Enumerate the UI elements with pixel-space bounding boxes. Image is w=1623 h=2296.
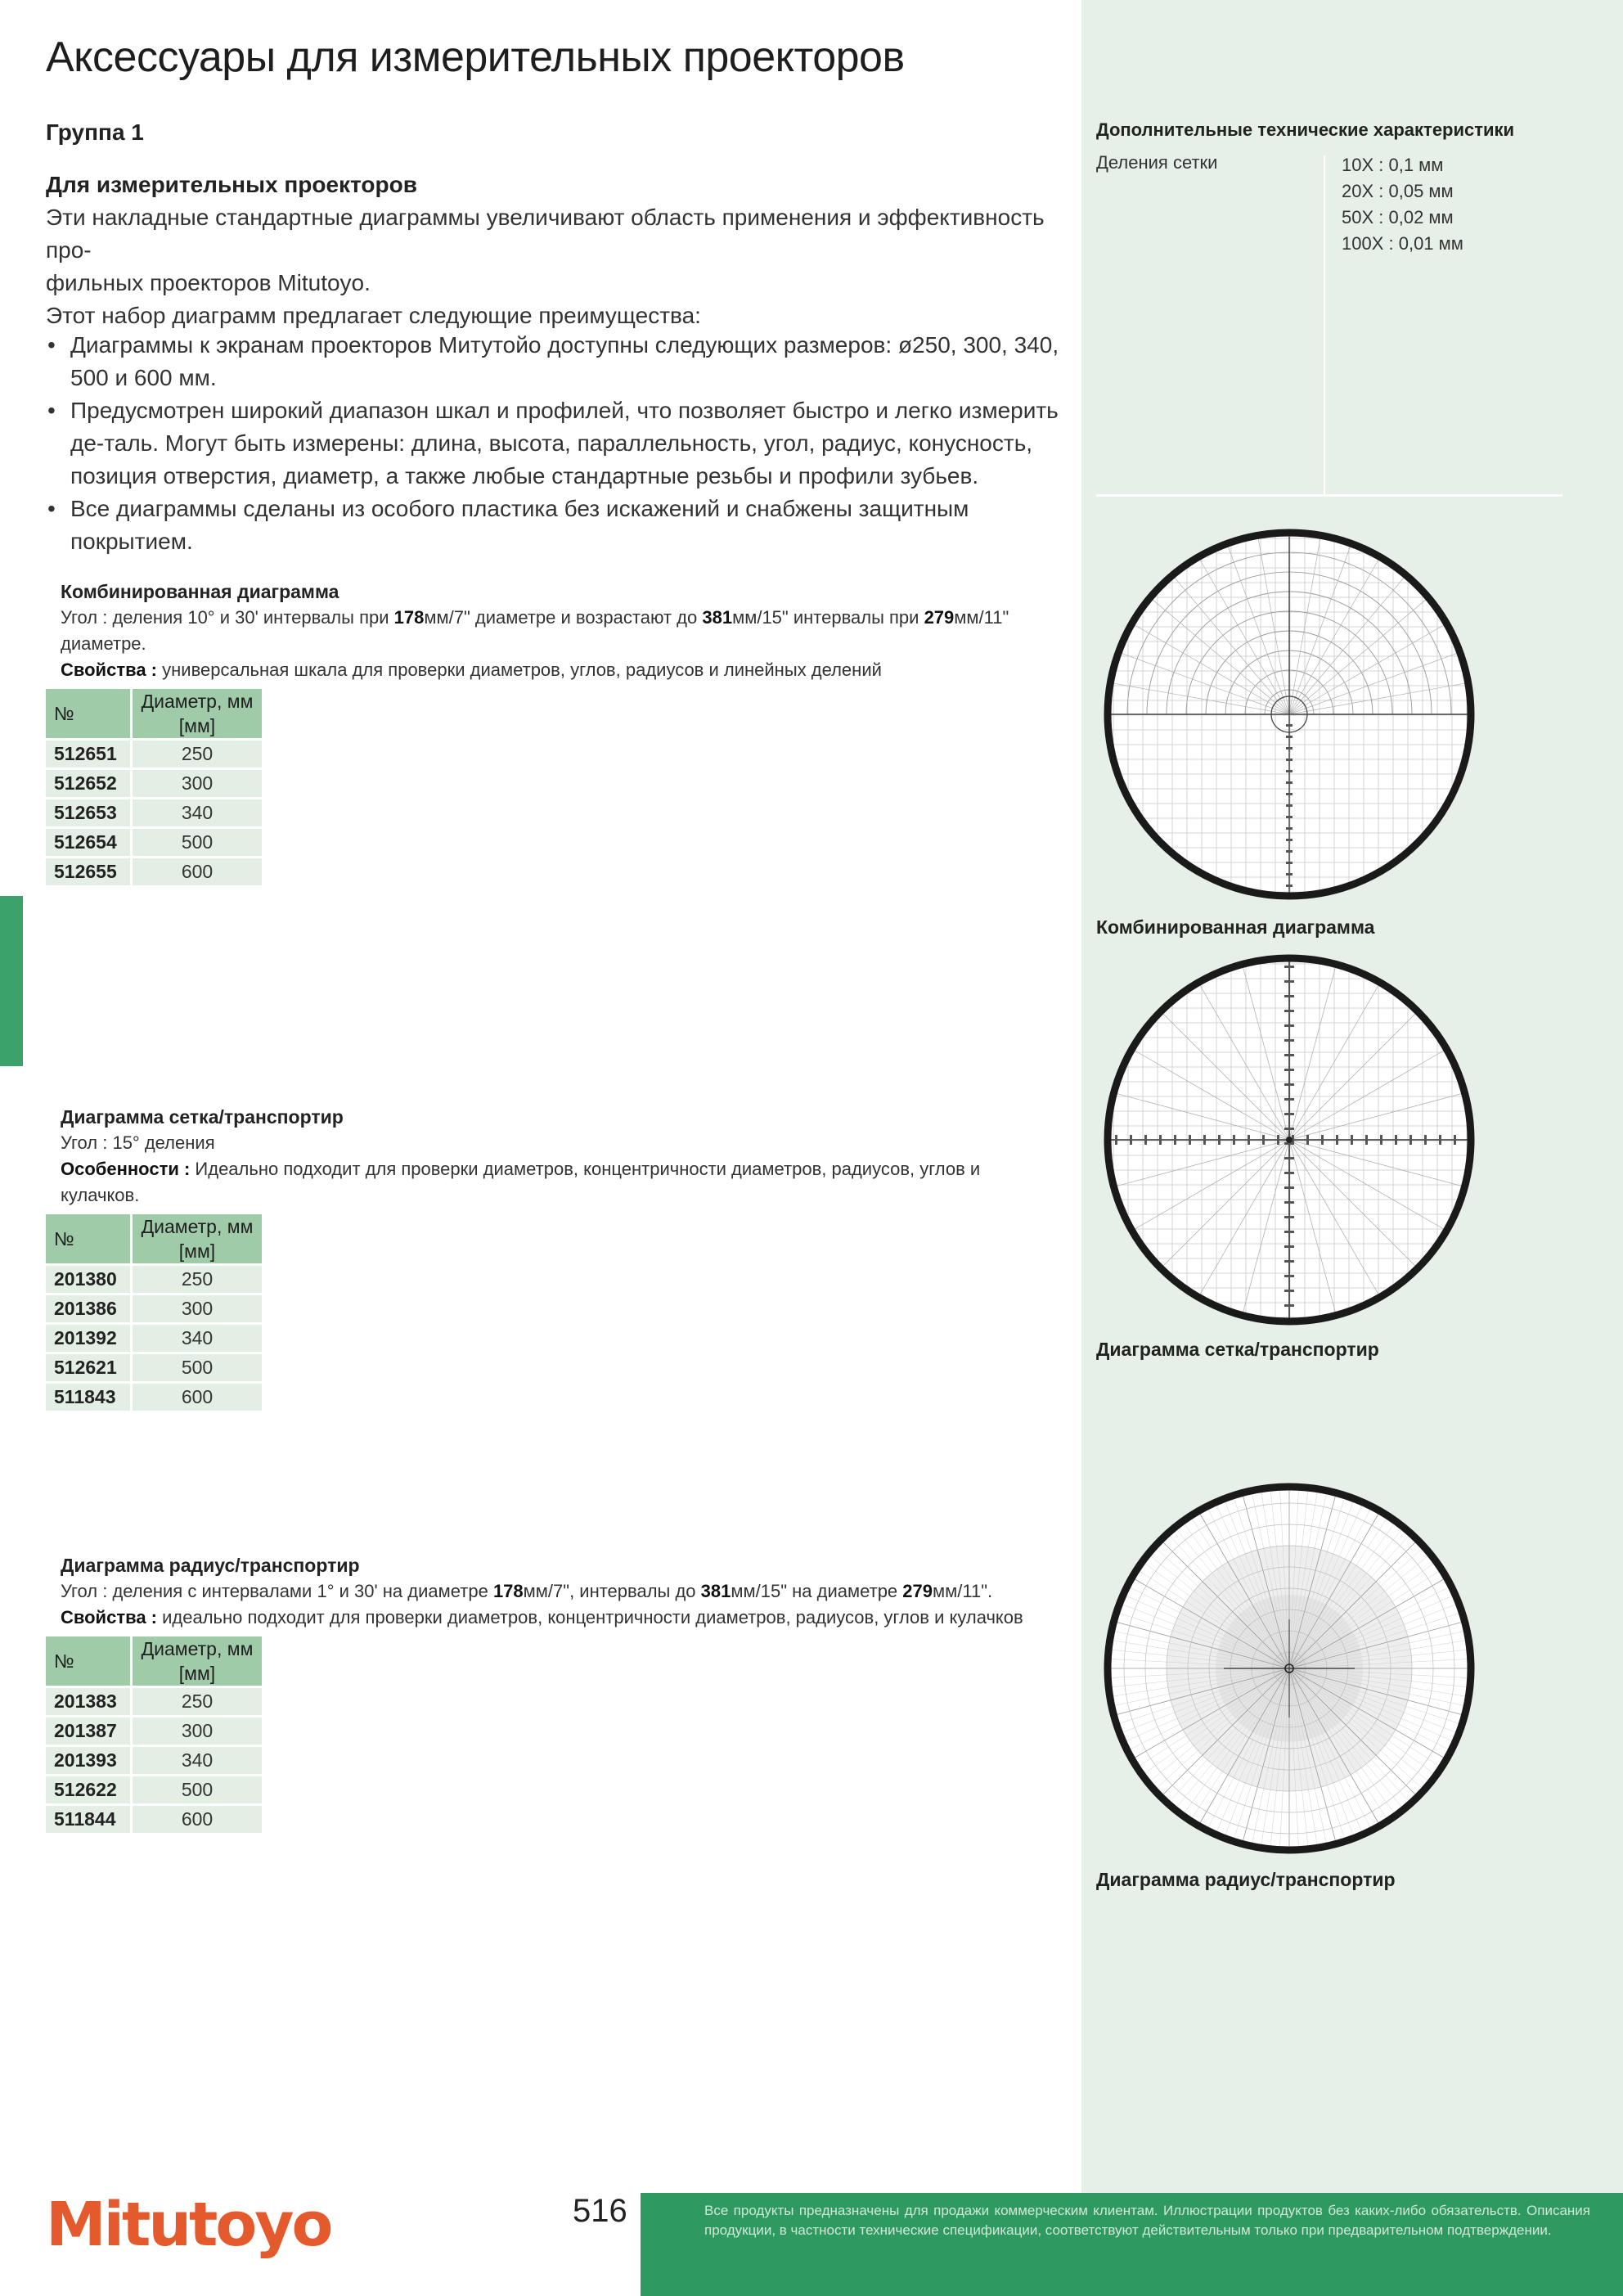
product-table [46,1212,262,1413]
group-heading: Группа 1 [46,119,144,145]
properties-text: идеально подходит для проверки диаметров, концентричности диаметров, радиусов, углов и кулачков [157,1607,1023,1627]
product-table [46,1634,262,1835]
footer-disclaimer [641,2193,1623,2296]
advantages-list [46,329,1060,558]
properties-text: Идеально подходит для проверки диаметров, концентричности диаметров, радиусов, углов и кулачков. [61,1159,981,1205]
magnification-item: 50X : 0,02 мм [1342,207,1454,227]
diameter-value: 500 [130,829,262,856]
table-row [46,829,262,856]
advantage-item: • Диаграммы к экранам проекторов Митутойо доступны следующих размеров: ø250, 300, 340, 500 и 600 мм. [46,329,1060,394]
magnification-item: 20X : 0,05 мм [1342,181,1454,201]
section-title: Диаграмма радиус/транспортир [61,1555,360,1576]
diameter-value: 300 [130,1717,262,1745]
advantage-item: • Предусмотрен широкий диапазон шкал и профилей, что позволяет быстро и легко измерить де-таль. Могут быть измерены: длина, высота, параллельность, угол, радиус, конусность, позиция отверстия, диаметр, а также любые стандартные резьбы и профили зубьев. [46,394,1060,493]
column-header-no: № [46,689,130,738]
section-combined-chart [46,581,1052,888]
part-number: 201386 [46,1295,130,1322]
section-angle-desc: Угол : деления с интервалами 1° и 30' на диаметре 178мм/7", интервалы до 381мм/15" на диаметре 279мм/11". [61,1581,993,1601]
table-row [46,1776,262,1803]
disclaimer-text: Все продукты предназначены для продажи коммерческим клиентам. Иллюстрации продуктов без каких-либо обязательств. Описания продукции, в частности технические спецификации, соответствуют действительным только при предварительном подтверждении. [704,2203,1590,2238]
intro-subtitle: Для измерительных проекторов [46,172,417,197]
spec-divider-vertical [1324,155,1325,494]
table-row [46,741,262,768]
section-tab-marker [0,896,23,1066]
section-angle-desc: Угол : деления 10° и 30' интервалы при 178мм/7" диаметре и возрастают до 381мм/15" интервалы при 279мм/11" диаметре. [61,607,1009,654]
intro-line: Этот набор диаграмм предлагает следующие преимущества: [46,303,701,328]
product-table [46,687,262,888]
table-row [46,1266,262,1293]
part-number: 201380 [46,1266,130,1293]
diameter-value: 300 [130,1295,262,1322]
column-header-diameter: Диаметр, мм [мм] [130,689,262,738]
diameter-value: 250 [130,741,262,768]
diameter-value: 500 [130,1776,262,1803]
part-number: 512621 [46,1354,130,1381]
section-title: Комбинированная диаграмма [61,581,339,602]
properties-label: Особенности : [61,1159,191,1179]
table-row [46,1806,262,1833]
intro-line: фильных проекторов Mitutoyo. [46,270,371,295]
section-grid-protractor [46,1106,1052,1413]
properties-text: универсальная шкала для проверки диаметров, углов, радиусов и линейных делений [157,660,882,680]
part-number: 512651 [46,741,130,768]
diagram-caption: Комбинированная диаграмма [1096,916,1375,938]
column-header-diameter: Диаметр, мм [мм] [130,1636,262,1686]
section-properties [61,1156,1042,1209]
column-header-diameter: Диаметр, мм [мм] [130,1214,262,1263]
column-header-no: № [46,1214,130,1263]
grid-divisions-label: Деления сетки [1096,152,1218,173]
section-title: Диаграмма сетка/транспортир [61,1106,344,1128]
part-number: 512655 [46,858,130,885]
section-properties [61,1605,1042,1631]
part-number: 201383 [46,1688,130,1715]
grid-protractor-diagram [1099,949,1480,1330]
section-properties [61,657,1042,683]
mitutoyo-logo: Mitutoyo [46,2190,331,2260]
diameter-value: 500 [130,1354,262,1381]
properties-label: Свойства : [61,1607,158,1627]
diagram-caption: Диаграмма радиус/транспортир [1096,1869,1396,1890]
table-row [46,858,262,885]
table-row [46,1747,262,1774]
section-radius-protractor [46,1555,1052,1835]
page-title: Аксессуары для измерительных проекторов [46,34,905,81]
column-header-no: № [46,1636,130,1686]
part-number: 512652 [46,770,130,797]
properties-label: Свойства : [61,660,158,680]
table-row [46,1717,262,1745]
part-number: 511844 [46,1806,130,1833]
page-number: 516 [573,2193,627,2229]
table-row [46,1384,262,1411]
intro-line: Эти накладные стандартные диаграммы увеличивают область применения и эффективность про- [46,205,1045,263]
chart-markings [1099,949,1480,1330]
specs-title: Дополнительные технические характеристики [1096,119,1515,140]
diameter-value: 600 [130,1806,262,1833]
intro-text [46,169,1052,332]
diagram-caption: Диаграмма сетка/транспортир [1096,1339,1379,1360]
part-number: 511843 [46,1384,130,1411]
part-number: 201392 [46,1325,130,1352]
diameter-value: 340 [130,1325,262,1352]
diameter-value: 250 [130,1266,262,1293]
part-number: 512622 [46,1776,130,1803]
part-number: 201393 [46,1747,130,1774]
section-angle-desc: Угол : 15° деления [61,1132,215,1153]
diameter-value: 340 [130,799,262,826]
part-number: 201387 [46,1717,130,1745]
table-row [46,799,262,826]
part-number: 512654 [46,829,130,856]
table-row [46,1688,262,1715]
part-number: 512653 [46,799,130,826]
diameter-value: 340 [130,1747,262,1774]
chart-markings [1099,524,1480,905]
spec-divider-horizontal [1096,494,1562,497]
diameter-value: 600 [130,858,262,885]
table-row [46,1295,262,1322]
radius-protractor-diagram [1099,1478,1480,1859]
table-row [46,1325,262,1352]
diameter-value: 300 [130,770,262,797]
combined-chart-diagram [1099,524,1480,905]
advantage-item: • Все диаграммы сделаны из особого пластика без искажений и снабжены защитным покрытием. [46,493,1060,558]
diameter-value: 600 [130,1384,262,1411]
diameter-value: 250 [130,1688,262,1715]
magnification-item: 100X : 0,01 мм [1342,233,1463,254]
table-row [46,770,262,797]
magnification-list [1342,152,1463,257]
table-row [46,1354,262,1381]
magnification-item: 10X : 0,1 мм [1342,155,1444,175]
